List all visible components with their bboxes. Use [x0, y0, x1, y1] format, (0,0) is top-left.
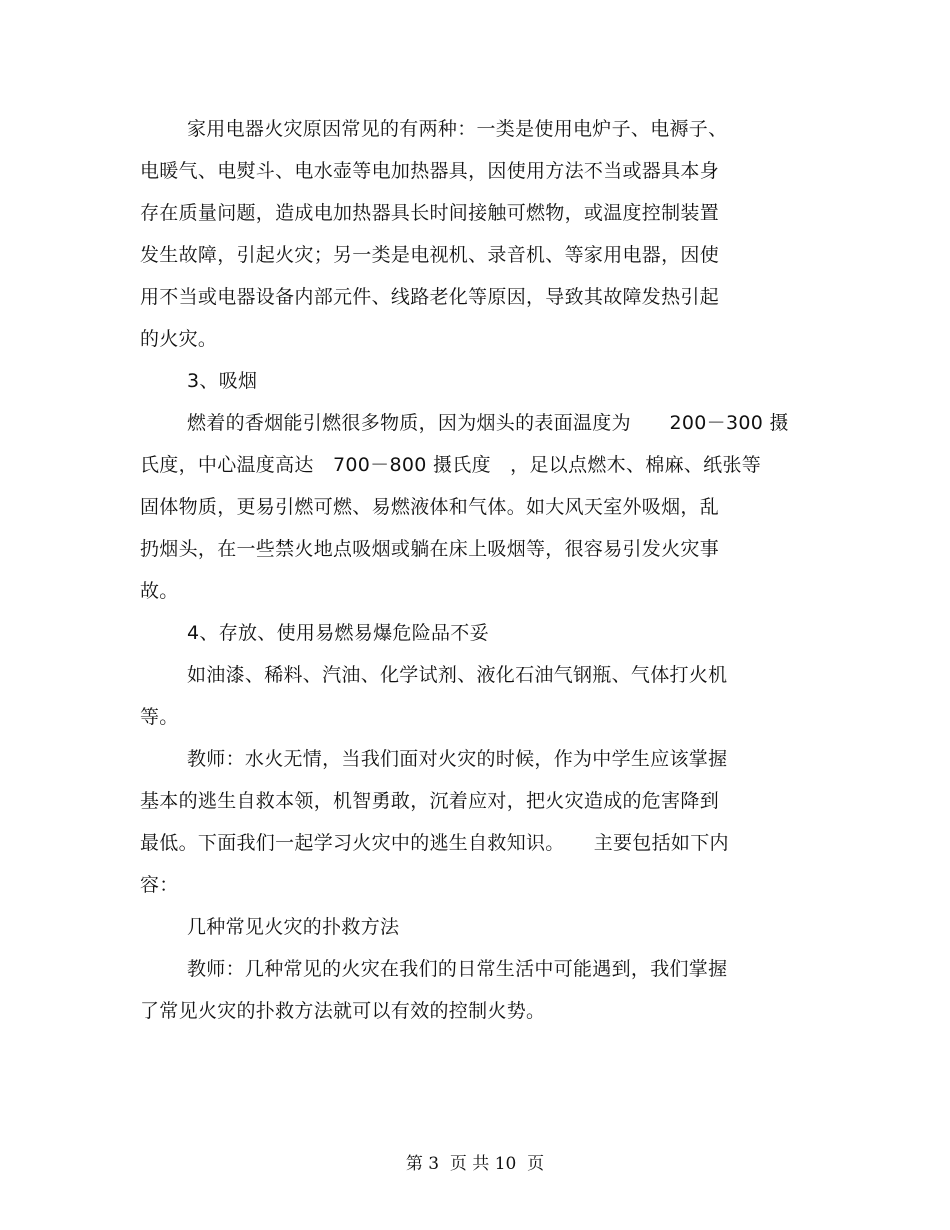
- text-line: 氏度，中心温度高达 700－800 摄氏度 ，足以点燃木、棉麻、纸张等: [140, 454, 762, 476]
- text-line: 发生故障，引起火灾；另一类是电视机、录音机、等家用电器，因使: [140, 244, 720, 266]
- text-line: 燃着的香烟能引燃很多物质，因为烟头的表面温度为 200－300 摄: [187, 412, 789, 434]
- text-line: 如油漆、稀料、汽油、化学试剂、液化石油气钢瓶、气体打火机: [187, 664, 728, 686]
- text-line: 电暖气、电熨斗、电水壶等电加热器具，因使用方法不当或器具本身: [140, 160, 720, 182]
- text-line: 扔烟头，在一些禁火地点吸烟或躺在床上吸烟等，很容易引发火灾事: [140, 538, 720, 560]
- section-heading: 几种常见火灾的扑救方法: [187, 916, 400, 938]
- section-heading: 4、存放、使用易燃易爆危险品不妥: [187, 622, 489, 644]
- text-line: 固体物质，更易引燃可燃、易燃液体和气体。如大风天室外吸烟，乱: [140, 496, 720, 518]
- text-line: 容：: [140, 874, 179, 896]
- text-line: 用不当或电器设备内部元件、线路老化等原因，导致其故障发热引起: [140, 286, 720, 308]
- text-line: 等。: [140, 706, 179, 728]
- text-line: 存在质量问题，造成电加热器具长时间接触可燃物，或温度控制装置: [140, 202, 720, 224]
- text-line: 家用电器火灾原因常见的有两种：一类是使用电炉子、电褥子、: [187, 118, 728, 140]
- text-line: 教师：几种常见的火灾在我们的日常生活中可能遇到，我们掌握: [187, 958, 728, 980]
- text-line: 基本的逃生自救本领，机智勇敢，沉着应对，把火灾造成的危害降到: [140, 790, 720, 812]
- text-line: 教师：水火无情，当我们面对火灾的时候，作为中学生应该掌握: [187, 748, 728, 770]
- section-heading: 3、吸烟: [187, 370, 258, 392]
- text-line: 了常见火灾的扑救方法就可以有效的控制火势。: [140, 1000, 546, 1022]
- page-number-footer: 第 3 页 共 10 页: [405, 1154, 545, 1174]
- text-line: 故。: [140, 580, 179, 602]
- text-line: 最低。下面我们一起学习火灾中的逃生自救知识。 主要包括如下内: [140, 832, 729, 854]
- text-line: 的火灾。: [140, 328, 218, 350]
